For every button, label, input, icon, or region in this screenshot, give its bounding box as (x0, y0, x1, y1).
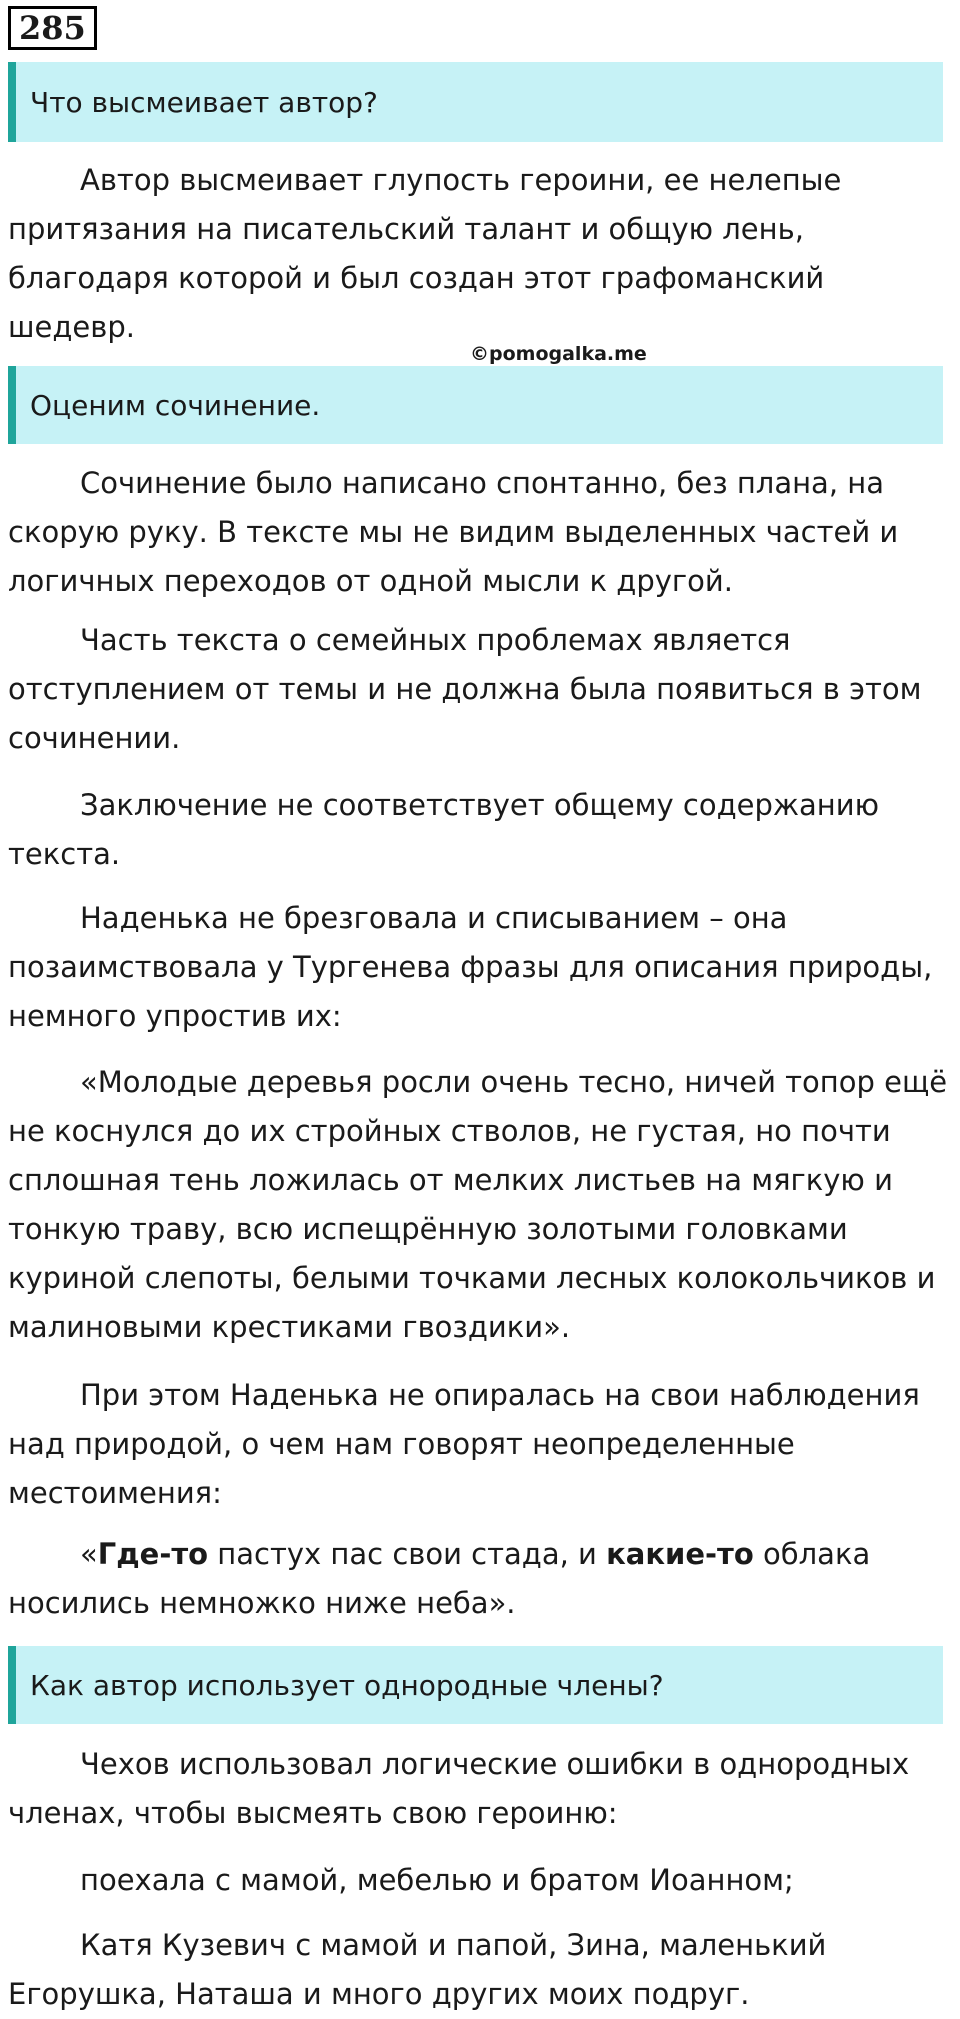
watermark: ©pomogalka.me (470, 343, 647, 365)
pronoun-bold-1: Где-то (97, 1537, 209, 1571)
paragraph-evaluation-1: Сочинение было написано спонтанно, без плана, на скорую руку. В тексте мы не видим выделенных частей и логичных переходов от одной мысли к другой. (8, 466, 899, 598)
paragraph-evaluation-3: Заключение не соответствует общему содержанию текста. (8, 788, 880, 871)
section-heading-what-mocks: Что высмеивает автор? (8, 62, 943, 142)
example-1: поехала с мамой, мебелью и братом Иоанном; (80, 1863, 794, 1897)
quote-open: « (80, 1537, 98, 1571)
example-2: Катя Кузевич с мамой и папой, Зина, маленький Егорушка, Наташа и много других моих подруг. (8, 1928, 827, 2011)
paragraph-homogeneous-1: Чехов использовал логические ошибки в однородных членах, чтобы высмеять свою героиню: (8, 1747, 910, 1830)
quote-pronouns (8, 1530, 953, 1628)
pronoun-bold-2: какие-то (606, 1537, 754, 1571)
section-heading-homogeneous: Как автор использует однородные члены? (8, 1646, 943, 1724)
quote-turgenev: «Молодые деревья росли очень тесно, ничей топор ещё не коснулся до их стройных стволов, не густая, но почти сплошная тень ложилась от мелких листьев на мягкую и тонкую траву, всю испещрённую золотыми головками куриной слепоты, белыми точками лесных колокольчиков и малиновыми крестиками гвоздики». (8, 1065, 948, 1344)
quote-end: облака носились немножко ниже неба». (8, 1537, 871, 1620)
paragraph-evaluation-2: Часть текста о семейных проблемах является отступлением от темы и не должна была появиться в этом сочинении. (8, 623, 922, 755)
task-number: 285 (8, 6, 97, 50)
paragraph-evaluation-5: При этом Наденька не опиралась на свои наблюдения над природой, о чем нам говорят неопределенные местоимения: (8, 1378, 920, 1510)
paragraph-answer-1: Автор высмеивает глупость героини, ее нелепые притязания на писательский талант и общую лень, благодаря которой и был создан этот графоманский шедевр. (8, 163, 842, 344)
paragraph-evaluation-4: Наденька не брезговала и списыванием – она позаимствовала у Тургенева фразы для описания природы, немного упростив их: (8, 901, 933, 1033)
section-heading-evaluate: Оценим сочинение. (8, 366, 943, 444)
quote-middle: пастух пас свои стада, и (208, 1537, 607, 1571)
